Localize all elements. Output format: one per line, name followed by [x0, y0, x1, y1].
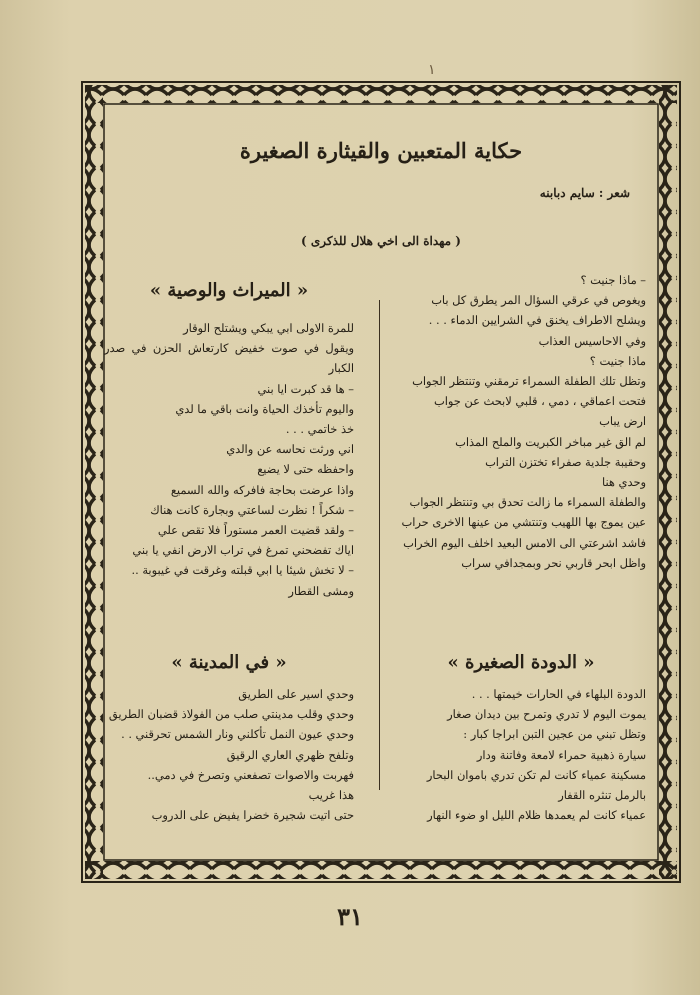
pencil-mark: ١ — [428, 62, 436, 78]
page-number: ٣١ — [337, 902, 363, 931]
poem-content — [104, 104, 658, 862]
poem-line: لم الق غير مباخر الكبريت والملح المذاب — [455, 434, 646, 449]
poem-line: والطفلة السمراء ما زالت تحدق بي وتنتظر الجواب — [409, 495, 646, 510]
poem-line: فاشد اشرعتي الى الامس البعيد اخلف اليوم الخراب — [403, 535, 646, 550]
poem-line: وحدي هنا — [602, 475, 646, 490]
poem-line: عمياء كانت لم يعمدها ظلام الليل او ضوء النهار — [427, 808, 646, 823]
poem-line: اياك تفضحني تمرغ في تراب الارض انفي يا بني — [132, 543, 354, 558]
poem-line: بالرمل تنثره القفار — [558, 788, 646, 803]
poem-line: هذا غريب — [308, 788, 354, 803]
poem-line: ويقول في صوت خفيض كارتعاش الحزن في صدر الكبار — [104, 341, 354, 376]
poem-line: – لا تخش شيئا يا ابي قبلته وغرقت في غيبوبة .. — [131, 563, 354, 578]
right-column-poem — [396, 270, 646, 573]
dooda-poem — [396, 684, 646, 825]
page-title: حكاية المتعبين والقيثارة الصغيرة — [239, 138, 523, 163]
poet-credit: شعر : سايم دبابنه — [539, 186, 630, 200]
poem-line: – ولقد قضيت العمر مستوراً فلا تقص علي — [157, 523, 354, 538]
poem-line: ويشلح الاطراف يخنق في الشرايين الدماء . . . — [428, 313, 646, 328]
poem-line: – ها قد كبرت ايا بني — [257, 381, 354, 396]
poem-line: عين يموج بها اللهيب وتنتشي من عينها الاخرى حراب — [401, 515, 646, 530]
section-heading-miraath: « الميراث والوصية » — [149, 280, 309, 301]
poem-line: وفي الاحاسيس العذاب — [538, 333, 646, 348]
poem-line: وحدي اسير على الطريق — [238, 687, 354, 701]
poem-line: سيارة ذهبية حمراء لامعة وفاتنة ودار — [476, 747, 646, 762]
poem-line: حتى اتيت شجيرة خضرا يفيض على الدروب — [151, 808, 354, 823]
left-column-poem — [104, 318, 354, 601]
poem-line: مسكينة عمياء كانت لم تكن تدري باموان البحار — [426, 767, 646, 782]
madina-poem — [104, 684, 354, 825]
poem-line: – شكراً ! نظرت لساعتي وبجارة كانت هناك — [150, 502, 354, 517]
poem-line: واذا عرضت بحاجة فافركه والله السميع — [170, 482, 354, 497]
poem-line: ومشى القطار — [288, 583, 354, 598]
section-heading-madina: « في المدينة » — [171, 652, 287, 673]
poem-line: واظل ابحر قاربي نحر وبمجدافي سراب — [461, 555, 646, 570]
poem-line: وحدي عيون النمل تأكلني ونار الشمس تحرقني . . — [121, 727, 354, 742]
poem-line: وتلفح ظهري العاري الرقيق — [226, 747, 354, 762]
poem-line: – ماذا جنيت ؟ — [580, 273, 646, 287]
poem-line: وتظل تلك الطفلة السمراء ترمقني وتنتظر الجواب — [412, 374, 646, 389]
poem-line: واحفظه حتى لا يضيع — [257, 462, 354, 477]
poem-line: وتظل تبني من عجين التبن ابراجا كبار : — [463, 727, 646, 742]
poem-line: فهربت والاصوات تصفعني وتصرخ في دمي.. — [147, 767, 354, 782]
poem-line: ماذا جنيت ؟ — [589, 353, 646, 368]
poem-line: وحقيبة جلدية صفراء تختزن التراب — [485, 454, 646, 469]
poem-line: للمرة الاولى ابي يبكي ويشتلح الوقار — [183, 321, 354, 335]
poem-line: اني ورثت نحاسه عن والدي — [226, 442, 354, 457]
poem-line: فتحت اعماقي ، دمي ، قلبي لابحث عن جواب — [434, 394, 646, 409]
poem-line: وحدي وقلب مدينتي صلب من الفولاذ قضبان الطريق — [108, 707, 354, 722]
poem-line: الدودة البلهاء في الحارات خيمتها . . . — [471, 687, 646, 701]
poem-line: يموت اليوم لا تدري وتمرح بين ديدان صغار — [447, 707, 646, 722]
section-heading-dooda: « الدودة الصغيرة » — [447, 652, 595, 673]
dedication: ( مهداة الى اخي هلال للذكرى ) — [301, 234, 461, 248]
poem-line: ويغوص في عرقي السؤال المر يطرق كل باب — [431, 293, 646, 308]
poem-line: خذ خاتمي . . . — [285, 422, 354, 437]
column-divider — [379, 300, 380, 790]
poem-line: واليوم تأخذك الحياة وانت باقي ما لدي — [175, 401, 354, 416]
poem-line: ارض يباب — [599, 414, 646, 429]
